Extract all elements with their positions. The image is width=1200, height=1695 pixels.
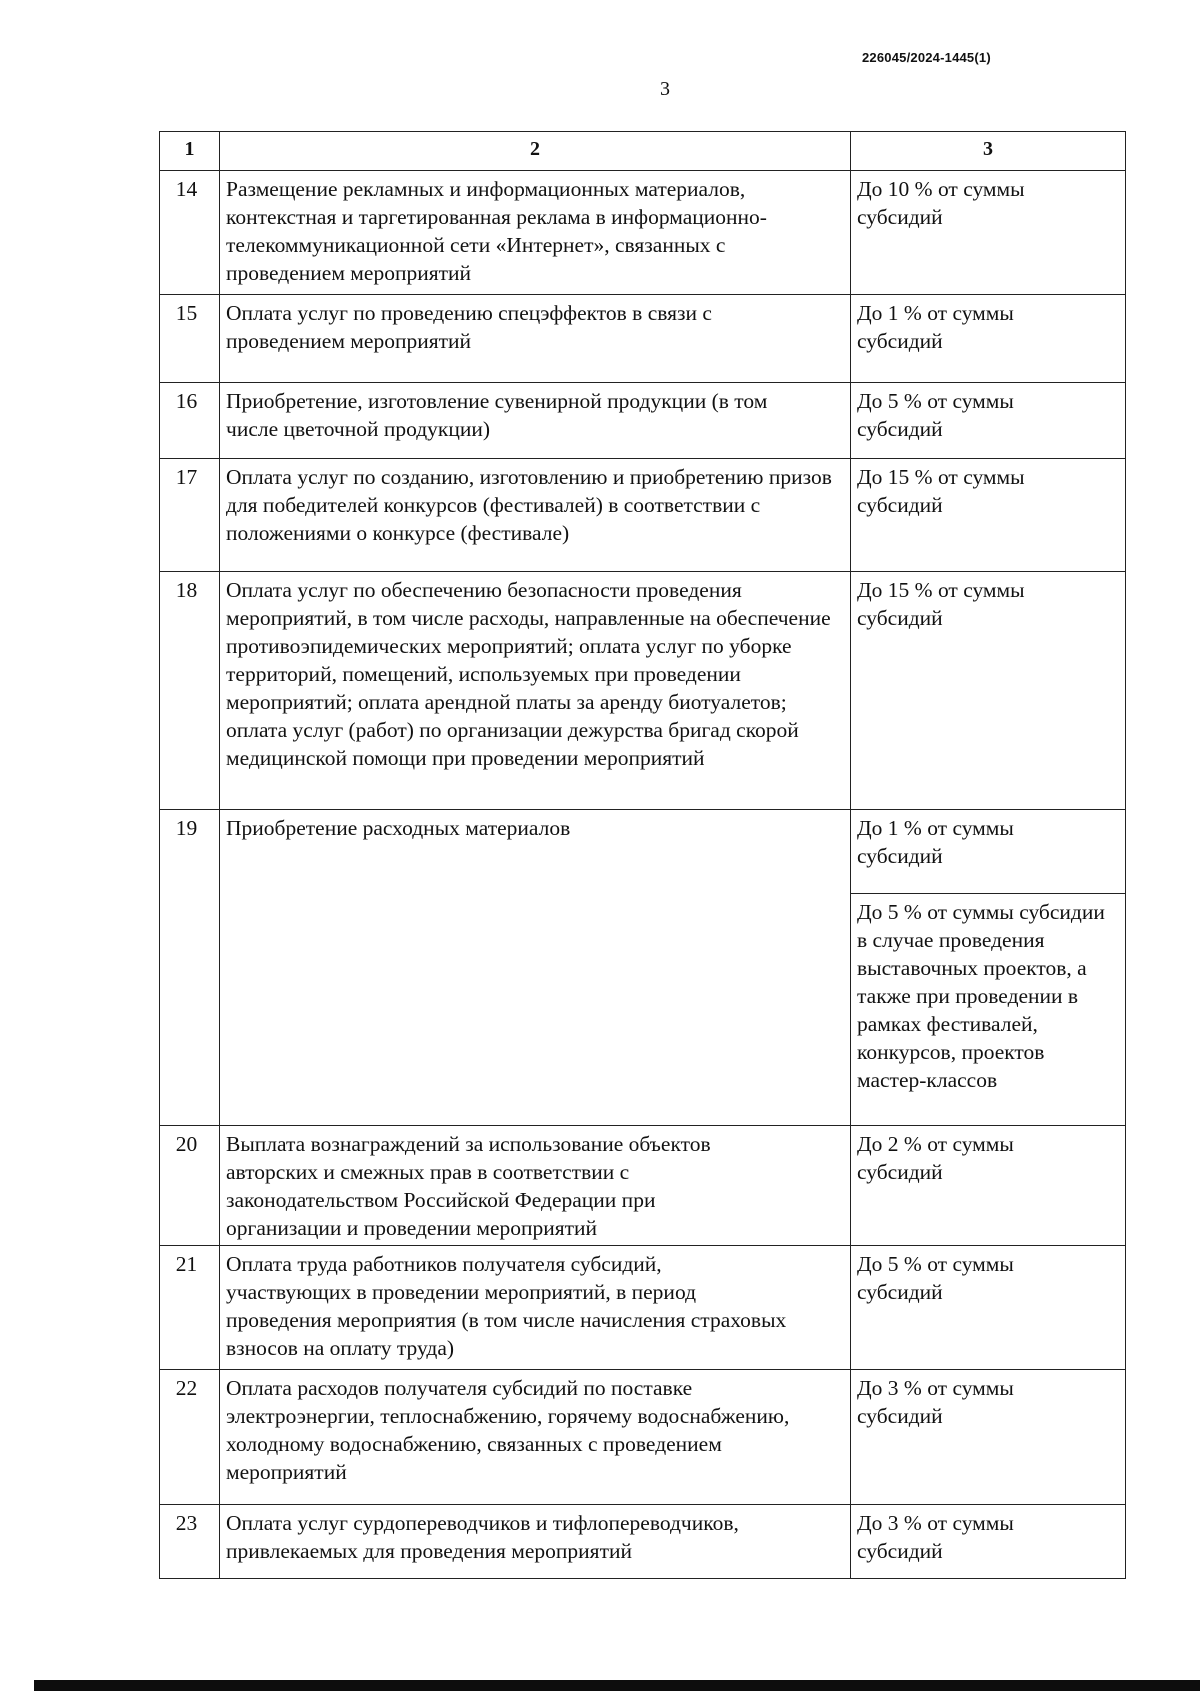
column-header-1: 1 [160,132,220,171]
row-description: Размещение рекламных и информационных материалов, контекстная и таргетированная реклама в информационно-телекоммуникационной сети «Интернет», связанных с проведением мероприятий [220,171,851,295]
row-description: Приобретение, изготовление сувенирной продукции (в том числе цветочной продукции) [220,383,851,459]
table-row [160,459,1126,572]
column-header-3: 3 [851,132,1126,171]
row-limit-extra: До 5 % от суммы субсидии в случае проведения выставочных проектов, а также при проведении в рамках фестивалей, конкурсов, проектов мастер-классов [851,894,1126,1126]
row-description: Оплата услуг по проведению спецэффектов в связи с проведением мероприятий [220,295,851,383]
table-row [160,1505,1126,1579]
row-limit: До 15 % от суммы субсидий [851,572,1126,810]
row-limit: До 2 % от суммы субсидий [851,1126,1126,1246]
row-number: 23 [160,1505,220,1579]
document-id: 226045/2024-1445(1) [862,50,991,65]
row-description: Выплата вознаграждений за использование объектов авторских и смежных прав в соответствии с законодательством Российской Федерации при организации и проведении мероприятий [220,1126,851,1246]
row-limit: До 15 % от суммы субсидий [851,459,1126,572]
row-number: 16 [160,383,220,459]
row-number: 14 [160,171,220,295]
table-row [160,1126,1126,1246]
row-number: 19 [160,810,220,1126]
table-row [160,1370,1126,1505]
row-description: Оплата услуг сурдопереводчиков и тифлопереводчиков, привлекаемых для проведения мероприятий [220,1505,851,1579]
row-limit: До 1 % от суммы субсидий [851,810,1126,894]
row-number: 22 [160,1370,220,1505]
row-number: 21 [160,1246,220,1370]
row-limit: До 3 % от суммы субсидий [851,1505,1126,1579]
column-header-2: 2 [220,132,851,171]
row-number: 18 [160,572,220,810]
page-number: 3 [660,78,670,100]
row-description: Оплата услуг по обеспечению безопасности проведения мероприятий, в том числе расходы, направленные на обеспечение противоэпидемических мероприятий; оплата услуг по уборке территорий, помещений, используемых при проведении мероприятий; оплата арендной платы за аренду биотуалетов; оплата услуг (работ) по организации дежурства бригад скорой медицинской помощи при проведении мероприятий [220,572,851,810]
row-limit: До 5 % от суммы субсидий [851,383,1126,459]
table-row [160,383,1126,459]
row-description: Оплата труда работников получателя субсидий, участвующих в проведении мероприятий, в период проведения мероприятия (в том числе начисления страховых взносов на оплату труда) [220,1246,851,1370]
table-row [160,572,1126,810]
table-row [160,810,1126,894]
expenses-table [159,131,1126,1579]
table-row [160,295,1126,383]
row-limit: До 10 % от суммы субсидий [851,171,1126,295]
row-number: 20 [160,1126,220,1246]
scan-edge-bar [34,1680,1200,1691]
row-description: Оплата услуг по созданию, изготовлению и приобретению призов для победителей конкурсов (фестивалей) в соответствии с положениями о конкурсе (фестивале) [220,459,851,572]
row-limit: До 5 % от суммы субсидий [851,1246,1126,1370]
table-row [160,1246,1126,1370]
row-description: Приобретение расходных материалов [220,810,851,1126]
table-row [160,171,1126,295]
table-header-row [160,132,1126,171]
row-limit: До 1 % от суммы субсидий [851,295,1126,383]
row-description: Оплата расходов получателя субсидий по поставке электроэнергии, теплоснабжению, горячему водоснабжению, холодному водоснабжению, связанных с проведением мероприятий [220,1370,851,1505]
row-number: 15 [160,295,220,383]
row-limit: До 3 % от суммы субсидий [851,1370,1126,1505]
row-number: 17 [160,459,220,572]
